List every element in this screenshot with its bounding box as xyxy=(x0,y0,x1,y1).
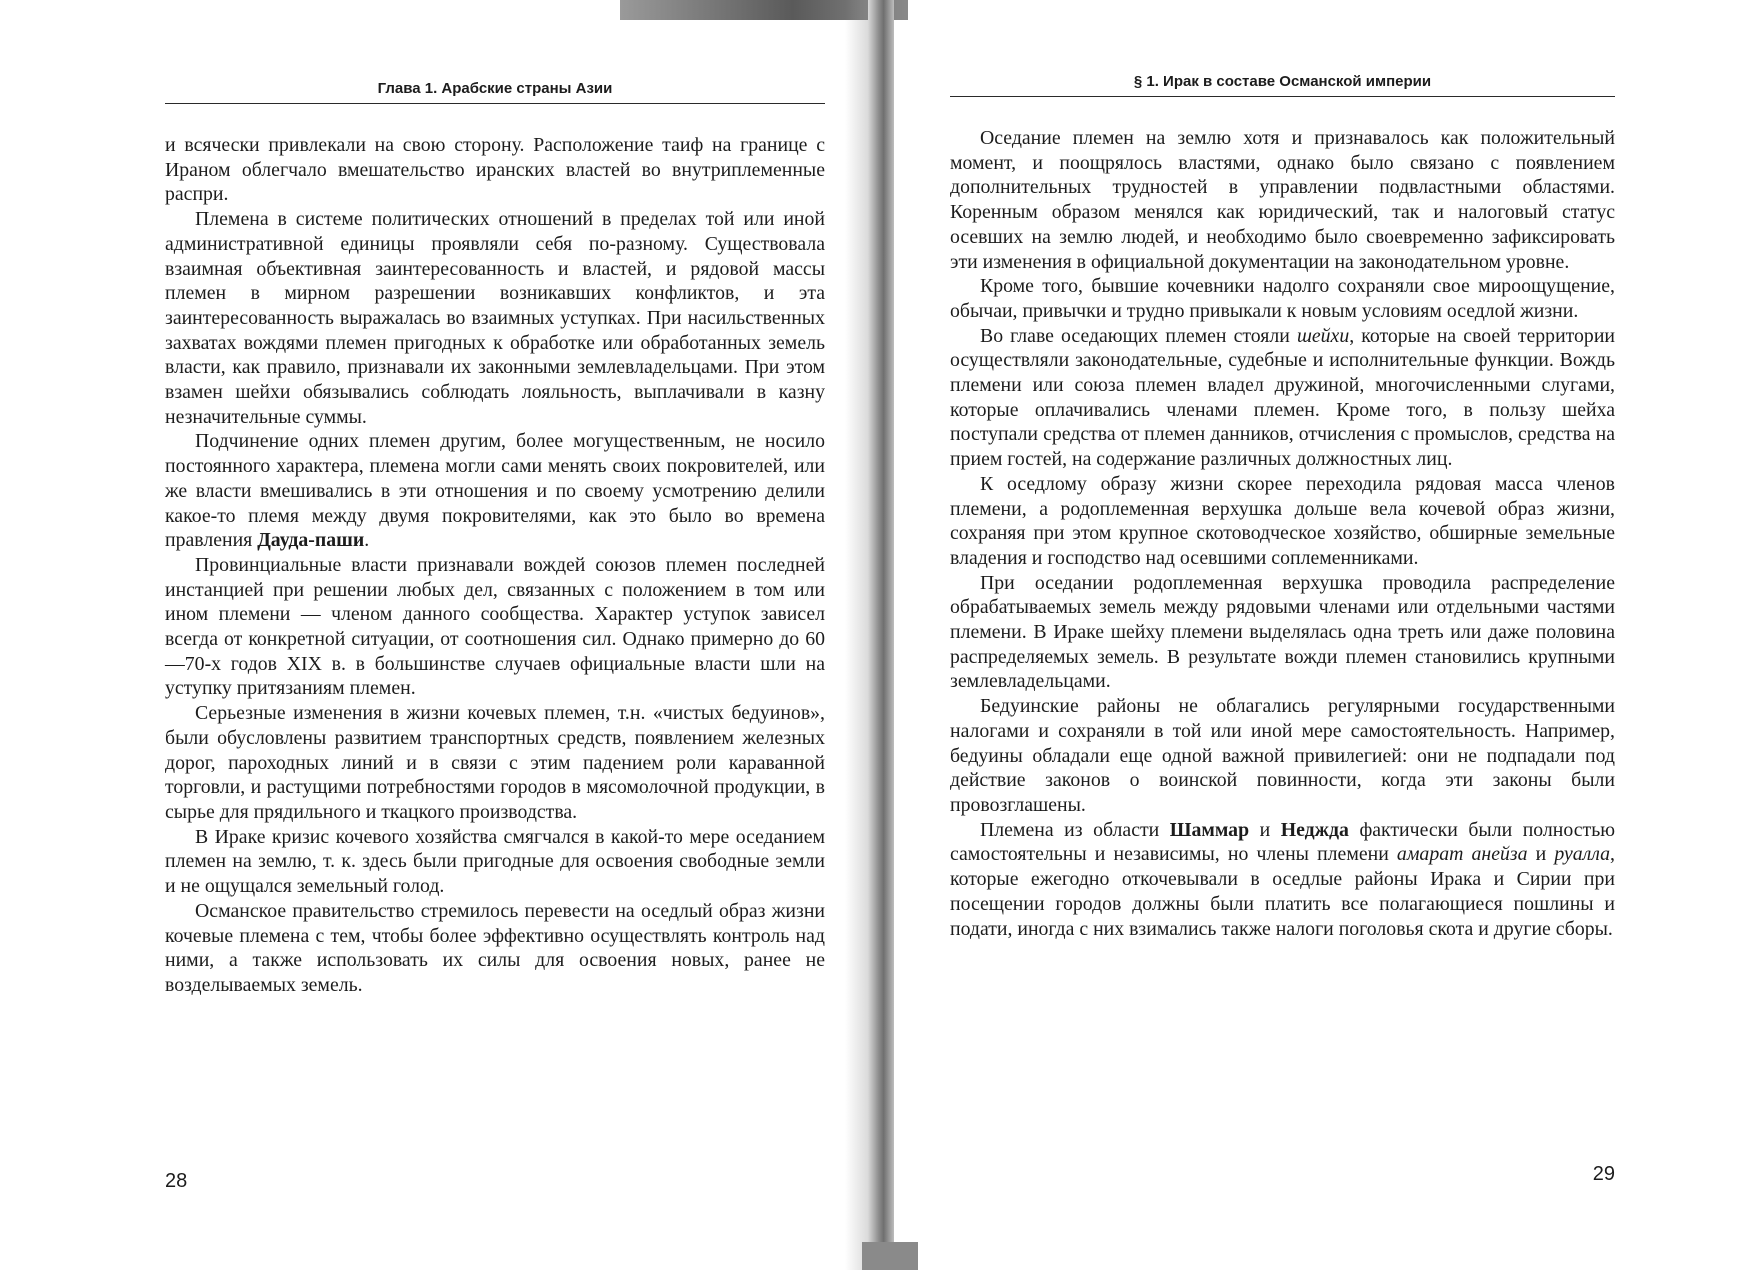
paragraph xyxy=(165,553,825,701)
paragraph-text: , которые на своей территории осуществляли законодательные, судебные и исполнительные функции. Вождь племени или союза племен владел дружиной, многочисленными слугами, которые оплачивались членами племен. Кроме того, в пользу шейха поступали средства от племен данников, отчисления с промыслов, средства на прием гостей, на содержание различных должностных лиц. xyxy=(950,324,1615,471)
paragraph-text: Подчинение одних племен другим, более могущественным, не носило постоянного характера, племена могли сами менять своих покровителей, или же власти вмешивались в эти отношения и по своему усмотрению делили какое-то племя между двумя покровителями, как это было во времена правления xyxy=(165,430,825,552)
paragraph xyxy=(950,571,1615,695)
paragraph-text: и всячески привлекали на свою сторону. Расположение таиф на границе с Ираном облегчало вмешательство иранских властей во внутриплеменные распри. xyxy=(165,134,825,206)
paragraph-text: фактически были полностью самостоятельны и независимы, но члены племени xyxy=(950,818,1615,866)
bold-term: Неджда xyxy=(1280,818,1349,841)
paragraph-text: Провинциальные власти признавали вождей союзов племен последней инстанцией при решении любых дел, связанных с положением в том или ином племени — членом данного сообщества. Характер уступок зависел всегда от конкретной ситуации, от соотношения сил. Однако примерно до 60—70-х годов XIX в. в большинстве случаев официальные власти шли на уступку притязаниям племен. xyxy=(165,553,825,700)
paragraph-text: Бедуинские районы не облагались регулярными государственными налогами и сохраняли в той или иной мере самостоятельность. Например, бедуины обладали еще одной важной привилегией: они не подпадали под действие законов о воинской повинности, когда эти законы были провозглашены. xyxy=(950,695,1615,816)
paragraph-text: Племена в системе политических отношений в пределах той или иной административной единицы проявляли себя по-разному. Существовала взаимная объективная заинтересованность и властей, и рядовой массы племен в мирном разрешении возникавших конфликтов, и эта заинтересованность выражалась во взаимных уступках. При насильственных захватах вождями племен пригодных к обработке или обработанных земель власти, как правило, признавали их законными землевладельцами. При этом взамен шейхи обязывались соблюдать лояльность, выплачивали в казну незначительные суммы. xyxy=(165,208,825,428)
page-number: 28 xyxy=(165,1170,188,1192)
book-spine xyxy=(868,0,894,1270)
paragraph xyxy=(165,133,825,207)
paragraph xyxy=(165,701,825,825)
left-page xyxy=(165,0,825,1270)
paragraph-text: При оседании родоплеменная верхушка проводила распределение обрабатываемых земель между рядовыми членами или отдельными частями племени. В Ираке шейху племени выделялась одна треть или даже половина распределяемых земель. В результате вожди племен становились крупными землевладельцами. xyxy=(950,571,1615,693)
paragraph xyxy=(950,694,1615,818)
italic-term: амарат анейза xyxy=(1396,843,1528,866)
paragraph-text: К оседлому образу жизни скорее переходила рядовая масса членов племени, а родоплеменная верхушка дольше вела кочевой образ жизни, сохраняя при этом крупное скотоводческое хозяйство, обширные земельные владения и господство над осевшими соплеменниками. xyxy=(950,472,1615,569)
paragraph-text: Оседание племен на землю хотя и признавалось как положительный момент, и поощрялось властями, однако было связано с появлением дополнительных трудностей в управлении подвластными областями. Коренным образом менялся как юридический, так и налоговый статус осевших на землю людей, и необходимо было своевременно зафиксировать эти изменения в официальной документации на законодательном уровне. xyxy=(950,127,1615,273)
bold-term: Дауда-паши xyxy=(257,529,365,552)
body-text xyxy=(165,133,825,998)
running-head: § 1. Ирак в составе Османской империи xyxy=(950,73,1615,97)
paragraph xyxy=(165,899,825,998)
paragraph xyxy=(165,207,825,429)
spine-shadow xyxy=(845,0,868,1270)
italic-term: руалла xyxy=(1554,843,1611,866)
italic-term: шейхи xyxy=(1296,324,1350,347)
paragraph xyxy=(950,126,1615,274)
paragraph xyxy=(950,274,1615,323)
paragraph xyxy=(165,825,825,899)
paragraph xyxy=(950,818,1615,942)
paragraph xyxy=(165,429,825,553)
paragraph-text: , которые ежегодно откочевывали в оседлые районы Ирака и Сирии при посещении городов должны были платить все полагающиеся пошлины и подати, иногда с них взимались также налоги поголовья скота и другие сборы. xyxy=(950,843,1615,940)
running-head: Глава 1. Арабские страны Азии xyxy=(165,80,825,104)
paragraph xyxy=(950,472,1615,571)
page-number: 29 xyxy=(1592,1163,1615,1185)
body-text xyxy=(950,126,1615,941)
paragraph-text: Серьезные изменения в жизни кочевых племен, т.н. «чистых бедуинов», были обусловлены развитием транспортных средств, появлением железных дорог, пароходных линий и в связи с этим падением роли караванной торговли, и растущими потребностями городов в мясомолочной продукции, в сырье для прядильного и ткацкого производства. xyxy=(165,702,825,823)
paragraph-text: и xyxy=(1249,818,1281,841)
book-edge-bottom xyxy=(862,1242,918,1270)
paragraph-text: В Ираке кризис кочевого хозяйства смягчался в какой-то мере оседанием племен на землю, т. к. здесь были пригодные для освоения свободные земли и не ощущался земельный голод. xyxy=(165,825,825,898)
paragraph xyxy=(950,324,1615,472)
paragraph-text: . xyxy=(364,529,370,552)
paragraph-text: Во главе оседающих племен стояли xyxy=(980,324,1297,347)
paragraph-text: Кроме того, бывшие кочевники надолго сохраняли свое мироощущение, обычаи, привычки и трудно привыкали к новым условиям оседлой жизни. xyxy=(950,275,1615,322)
paragraph-text: и xyxy=(1527,843,1555,866)
bold-term: Шаммар xyxy=(1169,818,1250,841)
right-page xyxy=(950,0,1615,1270)
paragraph-text: Османское правительство стремилось перевести на оседлый образ жизни кочевые племена с тем, чтобы более эффективно осуществлять контроль над ними, а также использовать их силы для освоения новых, ранее не возделываемых земель. xyxy=(165,899,825,996)
paragraph-text: Племена из области xyxy=(980,818,1170,841)
